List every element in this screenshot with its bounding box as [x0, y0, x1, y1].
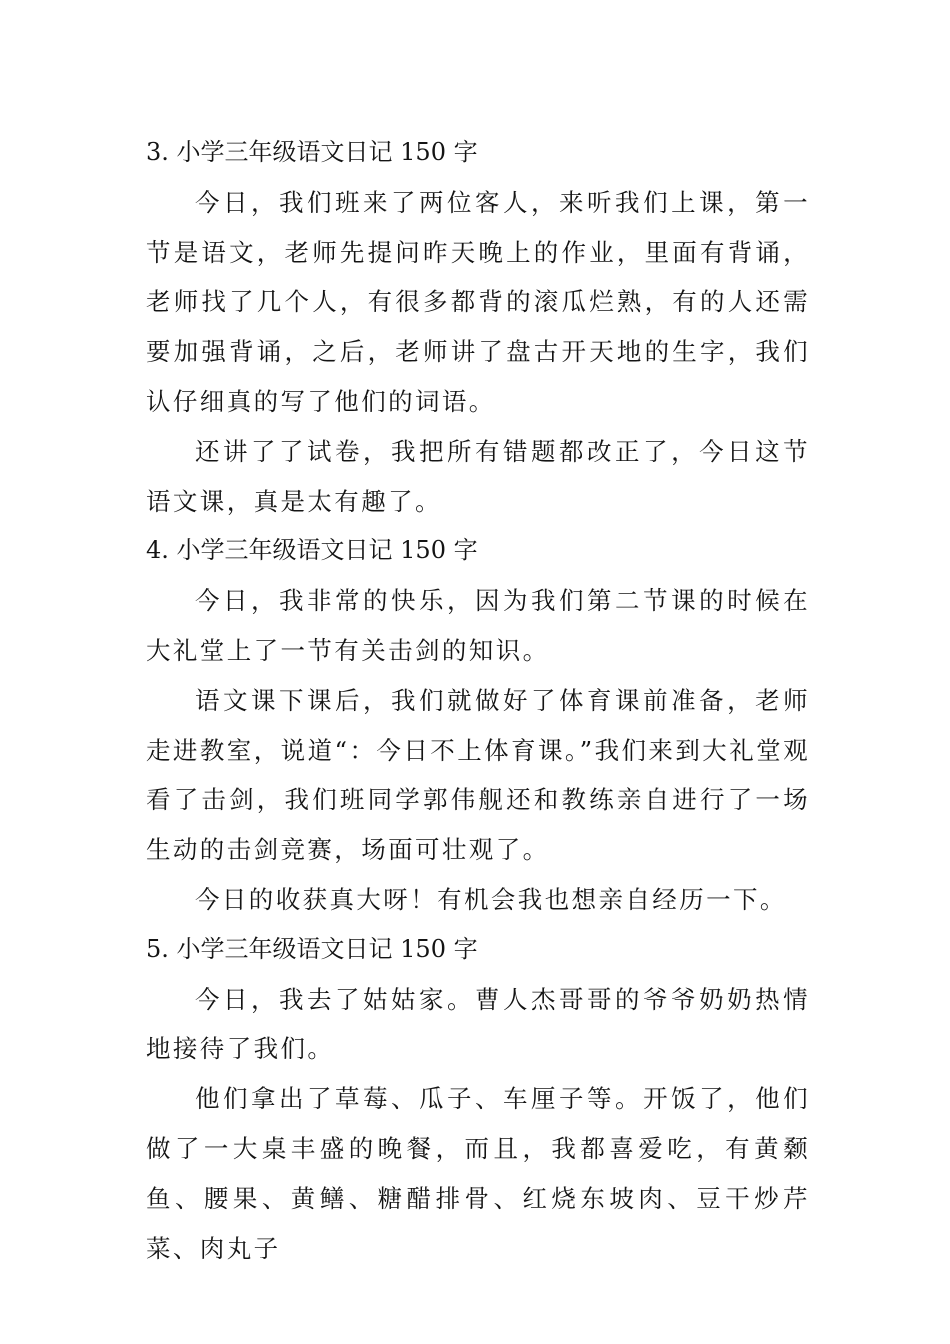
diary-section-5 [146, 925, 810, 1274]
diary-section-4 [146, 526, 810, 924]
paragraph: 今日，我们班来了两位客人，来听我们上课，第一节是语文，老师先提问昨天晚上的作业，里面有背诵，老师找了几个人，有很多都背的滚瓜烂熟，有的人还需要加强背诵，之后，老师讲了盘古开天地的生字，我们认仔细真的写了他们的词语。 [146, 187, 810, 416]
paragraph: 今日的收获真大呀！有机会我也想亲自经历一下。 [195, 884, 787, 914]
paragraph: 今日，我去了姑姑家。曹人杰哥哥的爷爷奶奶热情地接待了我们。 [146, 984, 810, 1064]
paragraph: 他们拿出了草莓、瓜子、车厘子等。开饭了，他们做了一大桌丰盛的晚餐，而且，我都喜爱吃，有黄颡鱼、腰果、黄鳝、糖醋排骨、红烧东坡肉、豆干炒芹菜、肉丸子 [146, 1084, 810, 1263]
document-body [146, 128, 810, 1273]
section-heading: 4. 小学三年级语文日记 150 字 [146, 536, 478, 565]
section-heading: 3. 小学三年级语文日记 150 字 [146, 138, 478, 166]
section-heading: 5. 小学三年级语文日记 150 字 [146, 934, 478, 963]
paragraph: 还讲了了试卷，我把所有错题都改正了，今日这节语文课，真是太有趣了。 [146, 436, 810, 516]
paragraph: 今日，我非常的快乐，因为我们第二节课的时候在大礼堂上了一节有关击剑的知识。 [146, 586, 810, 665]
diary-section-3 [146, 128, 810, 526]
paragraph: 语文课下课后，我们就做好了体育课前准备，老师走进教室，说道“：今日不上体育课。”我们来到大礼堂观看了击剑，我们班同学郭伟舰还和教练亲自进行了一场生动的击剑竞赛，场面可壮观了。 [146, 685, 810, 865]
